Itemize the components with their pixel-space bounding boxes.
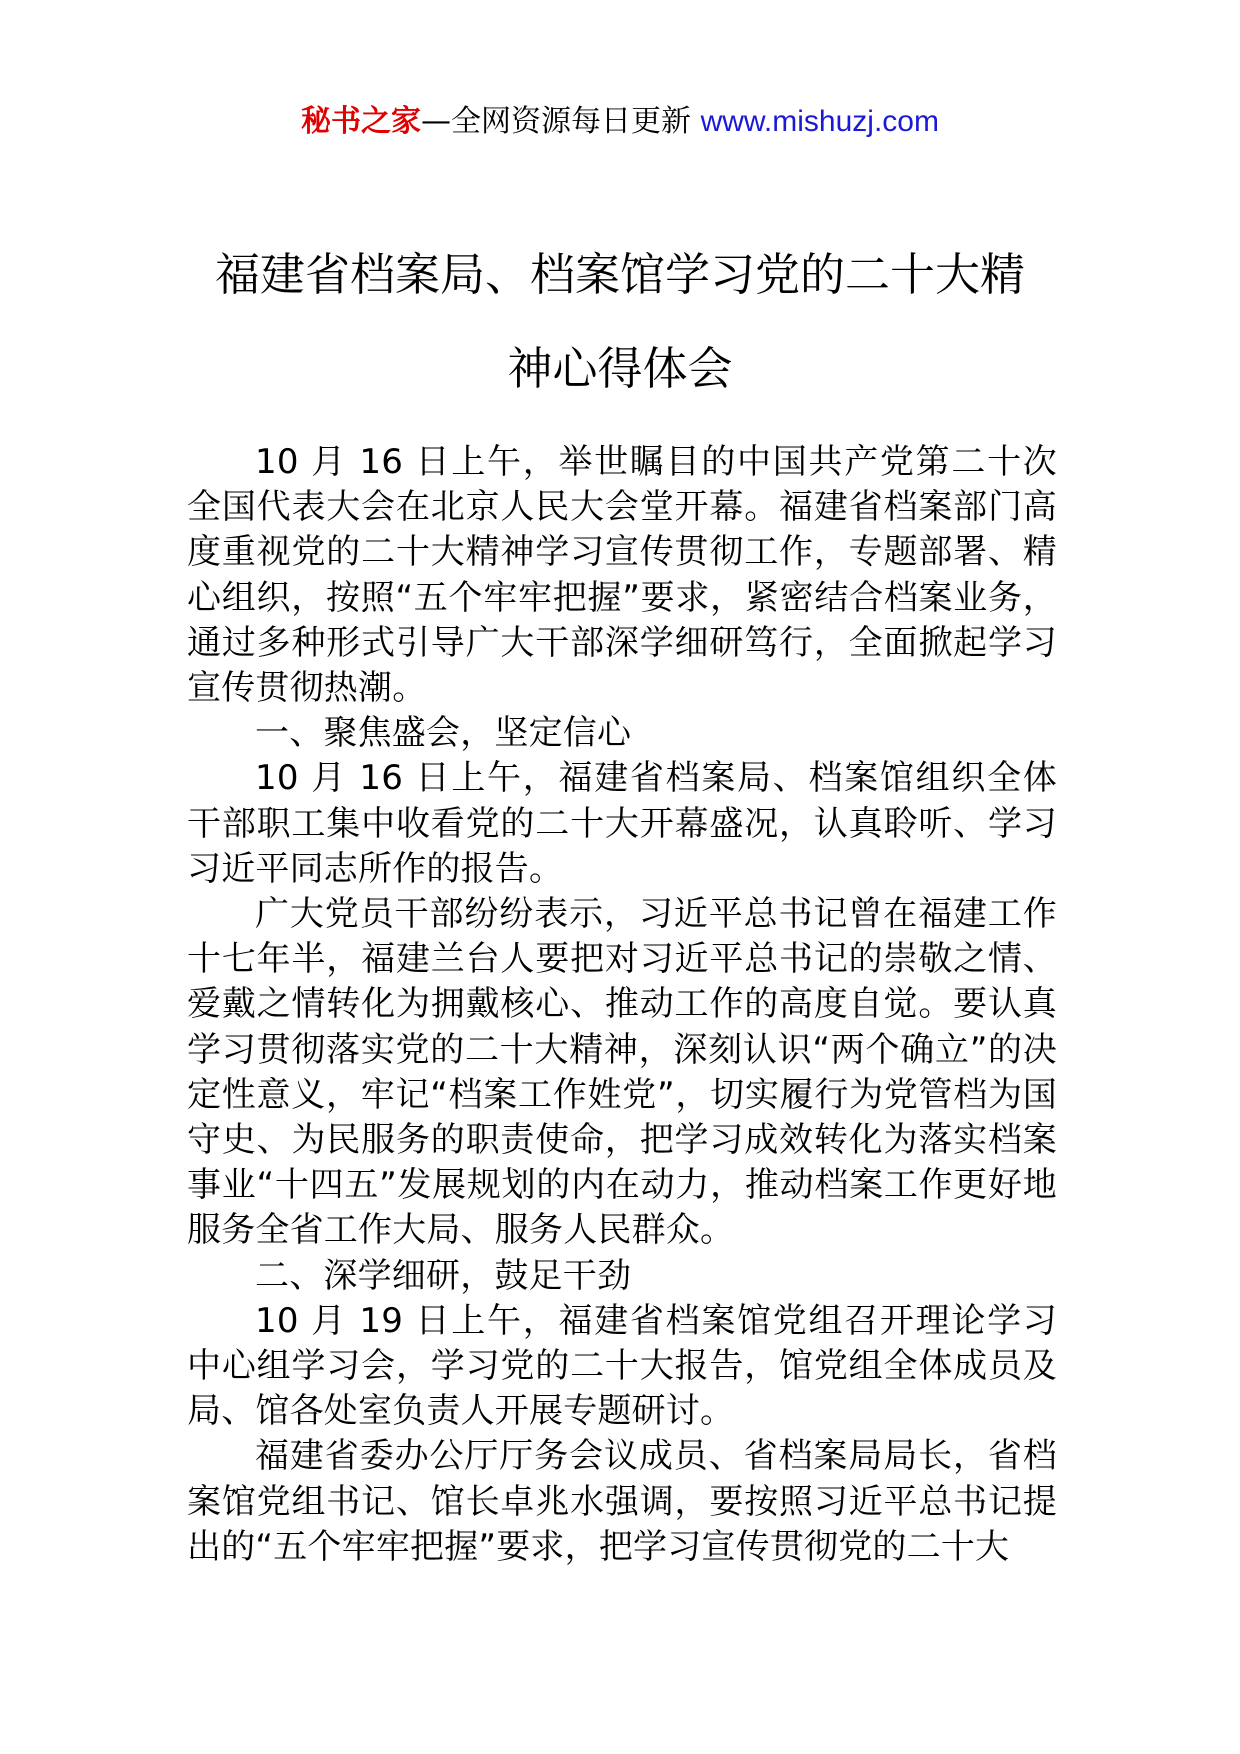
section-heading-1: 一、聚焦盛会，坚定信心: [255, 713, 632, 754]
paragraph: 福建省委办公厅厅务会议成员、省档案局局长，省档案馆党组书记、馆长卓兆水强调，要按照习近平总书记提出的“五个牢牢把握”要求，把学习宣传贯彻党的二十大: [187, 1436, 1057, 1567]
document-body: [187, 440, 1057, 1570]
site-header: [0, 100, 1240, 144]
site-url-link[interactable]: www.mishuzj.com: [700, 105, 939, 138]
paragraph: 10 月 16 日上午，福建省档案局、档案馆组织全体干部职工集中收看党的二十大开幕盛况，认真聆听、学习习近平同志所作的报告。: [187, 758, 1057, 889]
header-slogan: —全网资源每日更新: [421, 104, 701, 139]
title-line-1: 福建省档案局、档案馆学习党的二十大精: [214, 248, 1025, 301]
title-line-2: 神心得体会: [507, 342, 733, 395]
document-title: [120, 228, 1120, 416]
paragraph: 广大党员干部纷纷表示，习近平总书记曾在福建工作十七年半，福建兰台人要把对习近平总书记的崇敬之情、爱戴之情转化为拥戴核心、推动工作的高度自觉。要认真学习贯彻落实党的二十大精神，深刻认识“两个确立”的决定性意义，牢记“档案工作姓党”，切实履行为党管档为国守史、为民服务的职责使命，把学习成效转化为落实档案事业“十四五”发展规划的内在动力，推动档案工作更好地服务全省工作大局、服务人民群众。: [187, 894, 1057, 1251]
paragraph-intro: 10 月 16 日上午，举世瞩目的中国共产党第二十次全国代表大会在北京人民大会堂开幕。福建省档案部门高度重视党的二十大精神学习宣传贯彻工作，专题部署、精心组织，按照“五个牢牢把握”要求，紧密结合档案业务，通过多种形式引导广大干部深学细研笃行，全面掀起学习宣传贯彻热潮。: [187, 442, 1057, 709]
paragraph: 10 月 19 日上午，福建省档案馆党组召开理论学习中心组学习会，学习党的二十大报告，馆党组全体成员及局、馆各处室负责人开展专题研讨。: [187, 1300, 1057, 1432]
brand-name: 秘书之家: [301, 104, 422, 139]
section-heading-2: 二、深学细研，鼓足干劲: [255, 1255, 632, 1296]
